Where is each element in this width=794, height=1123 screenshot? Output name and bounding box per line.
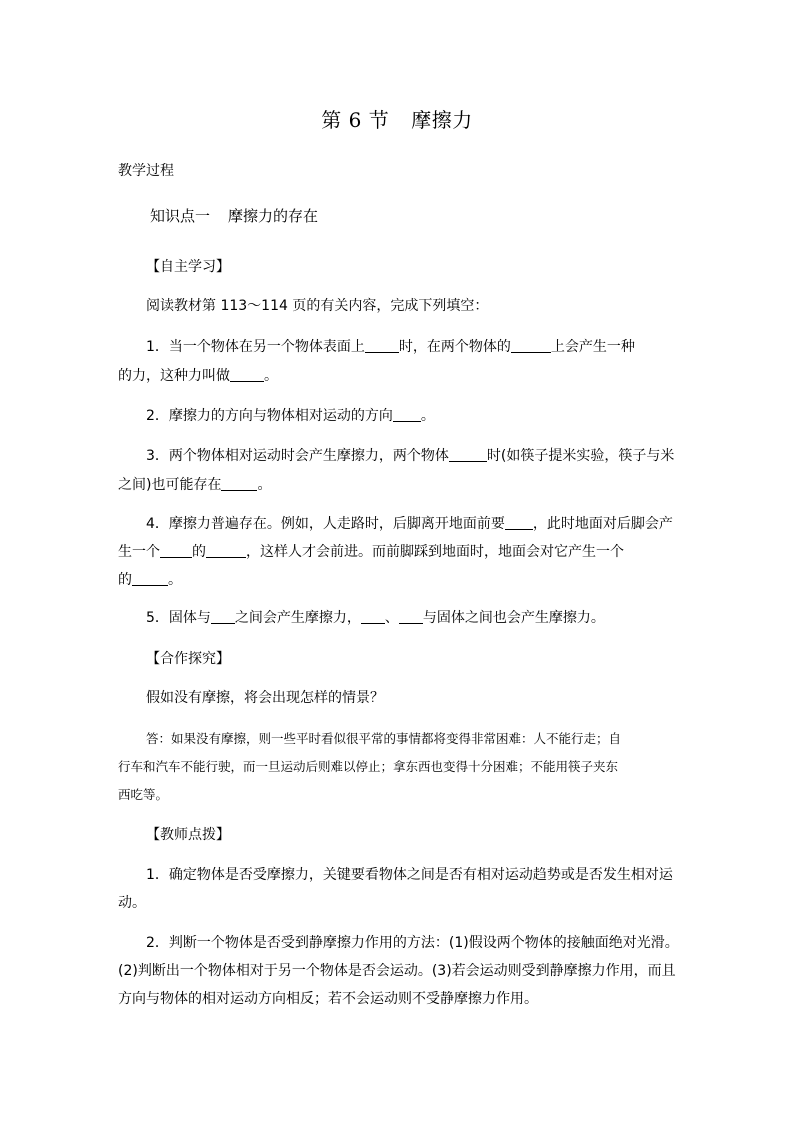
fill-blank[interactable] bbox=[132, 571, 168, 586]
question-4-line-1: 4．摩擦力普遍存在。例如，人走路时，后脚离开地面前要 ，此时地面对后脚会产 bbox=[146, 516, 673, 532]
cooperate-heading: 【合作探究】 bbox=[146, 651, 230, 667]
fill-blank[interactable] bbox=[511, 338, 551, 353]
fill-blank[interactable] bbox=[361, 609, 385, 624]
fill-blank[interactable] bbox=[206, 543, 246, 558]
answer-line-3: 西吃等。 bbox=[118, 787, 169, 802]
teacher-point-1-line-1: 1．确定物体是否受摩擦力，关键要看物体之间是否有相对运动趋势或是否发生相对运 bbox=[146, 867, 673, 883]
question-3-line-1: 3．两个物体相对运动时会产生摩擦力，两个物体 时(如筷子提米实验，筷子与米 bbox=[146, 448, 675, 464]
question-2: 2．摩擦力的方向与物体相对运动的方向 。 bbox=[146, 408, 435, 424]
fill-blank[interactable] bbox=[230, 367, 264, 382]
page-title bbox=[0, 104, 794, 133]
teacher-point-1-line-2: 动。 bbox=[118, 895, 146, 911]
fill-blank[interactable] bbox=[160, 543, 192, 558]
fill-blank[interactable] bbox=[399, 609, 423, 624]
teacher-point-2-line-2: (2)判断出一个物体相对于另一个物体是否会运动。(3)若会运动则受到静摩擦力作用，而且 bbox=[118, 963, 676, 979]
teacher-point-2-line-1: 2．判断一个物体是否受到静摩擦力作用的方法：(1)假设两个物体的接触面绝对光滑。 bbox=[146, 935, 679, 951]
fill-blank[interactable] bbox=[393, 407, 421, 422]
question-4-line-3: 的 。 bbox=[118, 572, 182, 588]
question-1-line-1: 1．当一个物体在另一个物体表面上 时，在两个物体的 上会产生一种 bbox=[146, 339, 635, 355]
self-study-intro: 阅读教材第 113～114 页的有关内容，完成下列填空： bbox=[146, 298, 489, 314]
question-1-line-2: 的力，这种力叫做 。 bbox=[118, 368, 278, 384]
question-5: 5．固体与 之间会产生摩擦力， 、 与固体之间也会产生摩擦力。 bbox=[146, 610, 605, 626]
process-label: 教学过程 bbox=[118, 163, 174, 179]
question-4-line-2: 生一个 的 ，这样人才会前进。而前脚踩到地面时，地面会对它产生一个 bbox=[118, 544, 624, 560]
answer-line-1: 答：如果没有摩擦，则一些平时看似很平常的事情都将变得非常困难：人不能行走；自 bbox=[146, 731, 622, 746]
fill-blank[interactable] bbox=[365, 338, 399, 353]
self-study-heading: 【自主学习】 bbox=[146, 259, 230, 275]
teacher-point-2-line-3: 方向与物体的相对运动方向相反；若不会运动则不受静摩擦力作用。 bbox=[118, 991, 538, 1007]
question-3-line-2: 之间)也可能存在 。 bbox=[118, 477, 272, 493]
fill-blank[interactable] bbox=[449, 447, 487, 462]
answer-line-2: 行车和汽车不能行驶，而一旦运动后则难以停止；拿东西也变得十分困难；不能用筷子夹东 bbox=[118, 759, 619, 774]
cooperate-question: 假如没有摩擦，将会出现怎样的情景？ bbox=[146, 690, 384, 706]
fill-blank[interactable] bbox=[505, 515, 533, 530]
fill-blank[interactable] bbox=[221, 476, 257, 491]
section-number: 第 6 节 bbox=[321, 108, 390, 132]
fill-blank[interactable] bbox=[211, 609, 235, 624]
knowledge-point-heading: 知识点一 摩擦力的存在 bbox=[150, 207, 319, 225]
teacher-heading: 【教师点拨】 bbox=[146, 827, 230, 843]
section-topic: 摩擦力 bbox=[411, 108, 473, 132]
